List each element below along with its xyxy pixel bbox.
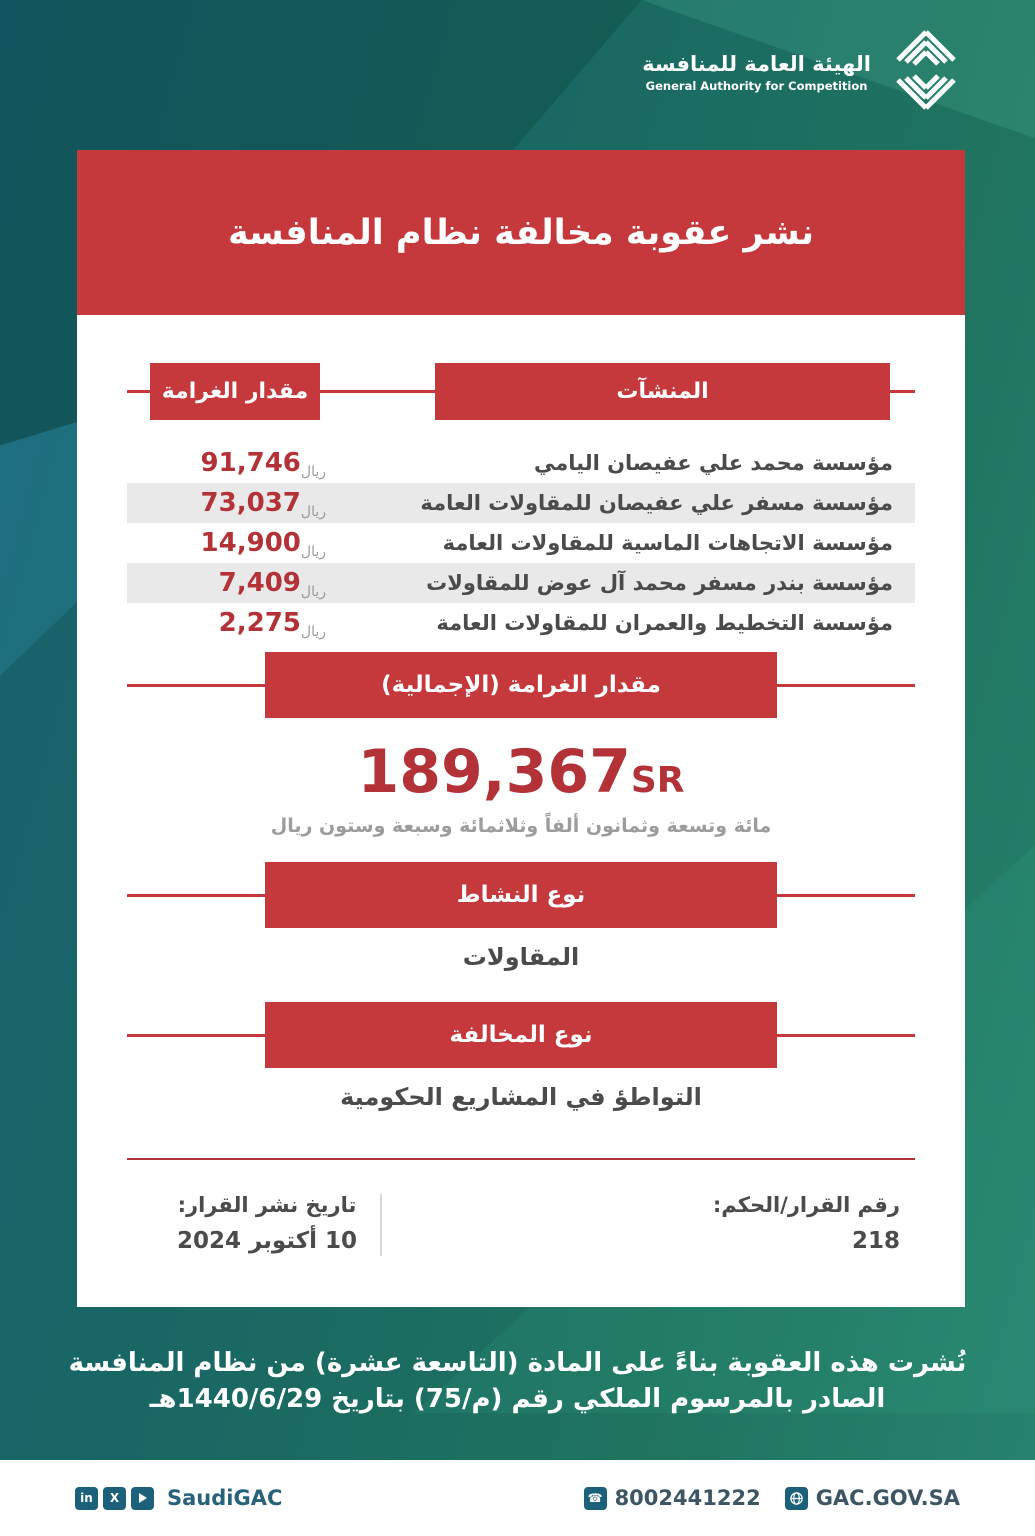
website-url[interactable]: GAC.GOV.SA [815,1486,960,1510]
decision-date-value: 10 أكتوبر 2024 [176,1228,358,1254]
play-triangle [139,1493,147,1503]
table-row [127,443,915,483]
establishments-column-header: المنشآت [435,363,890,420]
total-fine-section [127,652,915,718]
establishment-name: مؤسسة محمد علي عفيصان اليامي [534,451,893,475]
divider-line [127,684,265,687]
divider-line [320,390,435,393]
total-amount-words: مائة وتسعة وثمانون ألفاً وثلاثمائة وسبعة وستون ريال [270,815,772,837]
fine-amount-cell [127,448,327,478]
currency-label: ريال [300,544,326,560]
establishment-name: مؤسسة مسفر علي عفيصان للمقاولات العامة [420,491,893,515]
brand-name-arabic: الهيئة العامة للمنافسة [642,52,871,77]
fine-amount: 14,900 [200,528,301,558]
fine-amount-cell [127,608,327,638]
decision-number-value: 218 [851,1228,900,1254]
gac-logo [642,26,967,118]
social-links [75,1486,282,1510]
decision-number-block [713,1190,900,1254]
fine-amount: 2,275 [218,608,301,638]
currency-label: ريال [300,464,326,480]
globe-icon [785,1487,808,1510]
divider-line [127,390,150,393]
violation-type-section [127,1002,915,1068]
social-handle[interactable]: SaudiGAC [167,1486,283,1510]
brand-name-english: General Authority for Competition [645,78,868,93]
total-amount-value: 189,367 [357,737,631,807]
decision-date-label: تاريخ نشر القرار: [177,1193,357,1217]
decision-number-label: رقم القرار/الحكم: [712,1193,900,1217]
establishment-name: مؤسسة بندر مسفر محمد آل عوض للمقاولات [426,571,893,595]
total-fine-header: مقدار الغرامة (الإجمالية) [265,652,777,718]
divider-line [777,1034,915,1037]
penalty-card [77,315,965,1307]
table-header-row [127,363,915,420]
fine-amount: 73,037 [200,488,301,518]
currency-label: ريال [300,584,326,600]
website-group [785,1486,960,1510]
activity-type-header: نوع النشاط [265,862,777,928]
divider-line [777,894,915,897]
total-amount [77,737,965,807]
violation-type-header: نوع المخالفة [265,1002,777,1068]
red-divider-line [127,1158,915,1160]
fine-amount-cell [127,488,327,518]
establishment-name: مؤسسة التخطيط والعمران للمقاولات العامة [436,611,893,635]
page-title: نشر عقوبة مخالفة نظام المنافسة [227,212,815,253]
violation-type-value: التواطؤ في المشاريع الحكومية [340,1083,702,1111]
activity-type-value: المقاولات [462,943,580,971]
phone-icon: ☎ [584,1487,607,1510]
fine-amount-cell [127,528,327,558]
divider-line [127,1034,265,1037]
decision-info-row [127,1190,915,1275]
establishments-table [127,443,915,643]
table-row [127,483,915,523]
total-amount-currency: SR [630,760,685,801]
currency-label: ريال [300,504,326,520]
divider-line [890,390,915,393]
fine-amount: 7,409 [218,568,301,598]
fine-amount: 91,746 [200,448,301,478]
fine-amount-cell [127,568,327,598]
decision-date-block [147,1190,387,1254]
footer-bar [0,1460,1035,1536]
youtube-icon[interactable] [131,1487,154,1510]
phone-number[interactable]: 8002441222 [614,1486,761,1510]
gac-logo-mark-icon [885,26,967,118]
fine-column-header: مقدار الغرامة [150,363,320,420]
legal-note-line1: نُشرت هذه العقوبة بناءً على المادة (التاسعة عشرة) من نظام المنافسة [68,1348,967,1378]
legal-note-line2: الصادر بالمرسوم الملكي رقم (م/75) بتاريخ 1440/6/29هـ [149,1384,886,1414]
linkedin-icon[interactable]: in [75,1487,98,1510]
establishment-name: مؤسسة الاتجاهات الماسية للمقاولات العامة [442,531,893,555]
table-row [127,603,915,643]
table-row [127,563,915,603]
legal-note [0,1345,1035,1417]
table-row [127,523,915,563]
divider-line [777,684,915,687]
gac-logo-text [642,51,871,92]
divider-line [127,894,265,897]
currency-label: ريال [300,624,326,640]
phone-group [584,1486,761,1510]
x-twitter-icon[interactable]: X [103,1487,126,1510]
title-banner [77,150,965,315]
contact-info [584,1486,960,1510]
activity-type-section [127,862,915,928]
